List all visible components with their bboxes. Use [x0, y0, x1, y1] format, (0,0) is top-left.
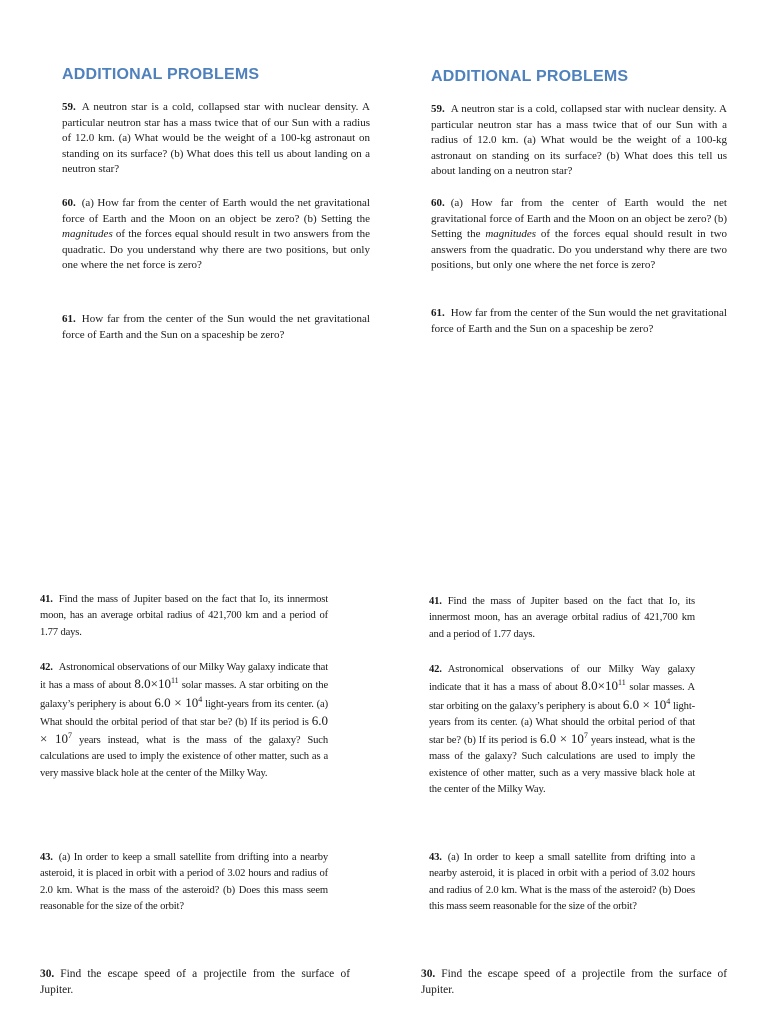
- problem-42: [429, 662, 695, 798]
- problem-30: [421, 966, 727, 998]
- problem-text: A neutron star is a cold, collapsed star with nuclear density. A particular neutron star has a mass twice that of our Sun with a radius of 12.0 km. (a) What would be the weight of a 100-kg astronaut on standing on its surface? (b) What does this tell us about landing on a neutron star?: [431, 103, 727, 178]
- problem-text: of the forces equal should result in two answers from the quadratic. Do you understand why there are two positions, but only one where the net force is zero?: [431, 228, 728, 272]
- problem-text: Astronomical observations of our Milky Way galaxy indicate that it has a mass of about: [40, 662, 328, 692]
- problem-59: [62, 100, 370, 178]
- problem-text: Find the escape speed of a projectile from the surface of Jupiter.: [40, 968, 350, 996]
- problem-text: How far from the center of the Sun would the net gravitational force of Earth and the Sun on a spaceship be zero?: [431, 307, 727, 335]
- problem-43: [429, 850, 695, 915]
- problem-43: [40, 850, 328, 915]
- problem-text: light-years from its center. (a) What should the orbital period of that star be? (b) If its period is: [429, 700, 696, 747]
- problem-text: years instead, what is the mass of the galaxy? Such calculations are used to imply the existence of other matter, such as a very massive black hole at the center of the Milky Way.: [40, 735, 328, 779]
- problem-text: (a) How far from the center of Earth would the net gravitational force of Earth and the Moon on an object be zero? (b) Setting the: [431, 197, 727, 241]
- problem-number: 60.: [431, 197, 445, 209]
- problem-61: [431, 306, 727, 337]
- math-value: $6.0 \times 10^7$: [40, 712, 329, 747]
- problem-number: 43.: [40, 852, 53, 863]
- problem-number: 41.: [429, 596, 442, 607]
- problem-59: [431, 102, 727, 180]
- problem-number: 30.: [40, 968, 55, 980]
- problem-text: Find the mass of Jupiter based on the fact that Io, its innermost moon, has an average orbital radius of 421,700 km and a period of 1.77 days.: [429, 596, 695, 640]
- problem-text: (a) In order to keep a small satellite from drifting into a nearby asteroid, it is placed in orbit with a period of 3.02 hours and radius of 2.0 km. What is the mass of the asteroid? (b) Does this mass seem reasonable for the size of the orbit?: [40, 852, 328, 912]
- math-value: $6.0 \times 10^4$: [622, 696, 671, 712]
- problem-text: of the forces equal should result in two answers from the quadratic. Do you understand why there are two positions, but only one where the net force is zero?: [62, 228, 370, 272]
- problem-text: Find the escape speed of a projectile from the surface of Jupiter.: [421, 968, 727, 996]
- left-column: [40, 66, 370, 1006]
- problem-text: light-years from its center. (a) What should the orbital period of that star be? (b) If its period is: [40, 698, 328, 728]
- math-value: $8.0\times 10^{11}$: [581, 678, 626, 694]
- section-heading: ADDITIONAL PROBLEMS: [431, 68, 629, 85]
- math-value: $6.0 \times 10^4$: [154, 694, 203, 710]
- problem-41: [429, 594, 695, 643]
- problem-number: 42.: [40, 662, 53, 673]
- problem-text: solar masses. A star orbiting on the galaxy’s periphery is about: [40, 680, 329, 710]
- problem-60: [431, 196, 727, 274]
- problem-42: [40, 660, 328, 782]
- problem-number: 43.: [429, 852, 442, 863]
- problem-number: 30.: [421, 968, 436, 980]
- problem-text: Find the mass of Jupiter based on the fact that Io, its innermost moon, has an average orbital radius of 421,700 km and a period of 1.77 days.: [40, 594, 328, 638]
- problem-number: 59.: [62, 101, 76, 113]
- problem-text: (a) How far from the center of Earth would the net gravitational force of Earth and the Moon on an object be zero? (b) Setting the: [62, 197, 370, 225]
- problem-number: 42.: [429, 664, 442, 675]
- problem-number: 61.: [62, 313, 76, 325]
- problem-number: 61.: [431, 307, 445, 319]
- problem-text: (a) In order to keep a small satellite from drifting into a nearby asteroid, it is placed in orbit with a period of 3.02 hours and radius of 2.0 km. What is the mass of the asteroid? (b) Does this mass seem reasonable for the size of the orbit?: [429, 852, 695, 912]
- problem-30: [40, 966, 350, 998]
- problem-number: 59.: [431, 103, 445, 115]
- problem-41: [40, 592, 328, 641]
- emphasis-text: magnitudes: [485, 228, 537, 241]
- section-heading: ADDITIONAL PROBLEMS: [62, 66, 260, 83]
- math-value: $6.0 \times 10^7$: [539, 731, 588, 747]
- problem-text: A neutron star is a cold, collapsed star with nuclear density. A particular neutron star has a mass twice that of our Sun with a radius of 12.0 km. (a) What would be the weight of a 100-kg astronaut on standing on its surface? (b) What does this tell us about landing on a neutron star?: [62, 101, 370, 176]
- problem-number: 60.: [62, 197, 76, 209]
- problem-61: [62, 312, 370, 343]
- problem-60: [62, 196, 370, 274]
- problem-number: 41.: [40, 594, 53, 605]
- emphasis-text: magnitudes: [62, 228, 113, 241]
- problem-text: years instead, what is the mass of the galaxy? Such calculations are used to imply the existence of other matter, such as a very massive black hole at the center of the Milky Way.: [429, 735, 695, 796]
- problem-text: solar masses. A star orbiting on the galaxy’s periphery is about: [429, 682, 695, 712]
- problem-text: How far from the center of the Sun would the net gravitational force of Earth and the Sun on a spaceship be zero?: [62, 313, 370, 341]
- problem-text: Astronomical observations of our Milky Way galaxy indicate that it has a mass of about: [429, 664, 695, 694]
- math-value: $8.0\times 10^{11}$: [134, 676, 179, 692]
- right-column: [421, 68, 728, 1008]
